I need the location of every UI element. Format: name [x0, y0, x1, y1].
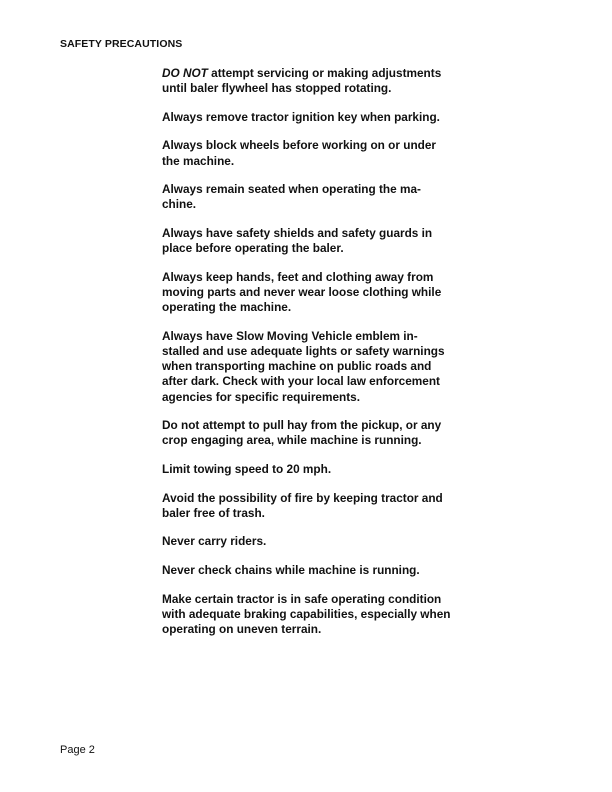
precaution-emphasis: DO NOT: [162, 66, 208, 80]
precaution-item: Always remove tractor ignition key when parking.: [162, 109, 440, 124]
precaution-item: Always keep hands, feet and clothing away from moving parts and never wear loose clothing while operating the machine.: [162, 269, 442, 315]
page-number: Page 2: [60, 744, 95, 756]
precaution-item: Never carry riders.: [162, 534, 267, 549]
precaution-text: attempt servicing or making adjustments until baler flywheel has stopped rotating.: [162, 66, 442, 96]
precaution-item: Avoid the possibility of fire by keeping tractor and baler free of trash.: [162, 490, 443, 520]
page-header-title: SAFETY PRECAUTIONS: [60, 38, 183, 50]
precaution-item: Make certain tractor is in safe operating condition with adequate braking capabilities, especially when operating on uneven terrain.: [162, 591, 451, 636]
precaution-item: Limit towing speed to 20 mph.: [162, 461, 332, 476]
precaution-item: Always have Slow Moving Vehicle emblem in-stalled and use adequate lights or safety warnings when transporting machine on public roads and after dark. Check with your local law enforcement agencies for specific requirements.: [162, 328, 445, 404]
precaution-item: Always have safety shields and safety guards in place before operating the baler.: [162, 225, 433, 256]
precaution-item: Do not attempt to pull hay from the pickup, or any crop engaging area, while machine is running.: [162, 418, 442, 448]
precaution-item: Always block wheels before working on or under the machine.: [162, 138, 437, 168]
precaution-item: Never check chains while machine is running.: [162, 562, 420, 577]
precaution-item: [162, 66, 454, 96]
precaution-item: Always remain seated when operating the ma-chine.: [162, 182, 421, 212]
safety-precautions-list: [162, 66, 454, 651]
